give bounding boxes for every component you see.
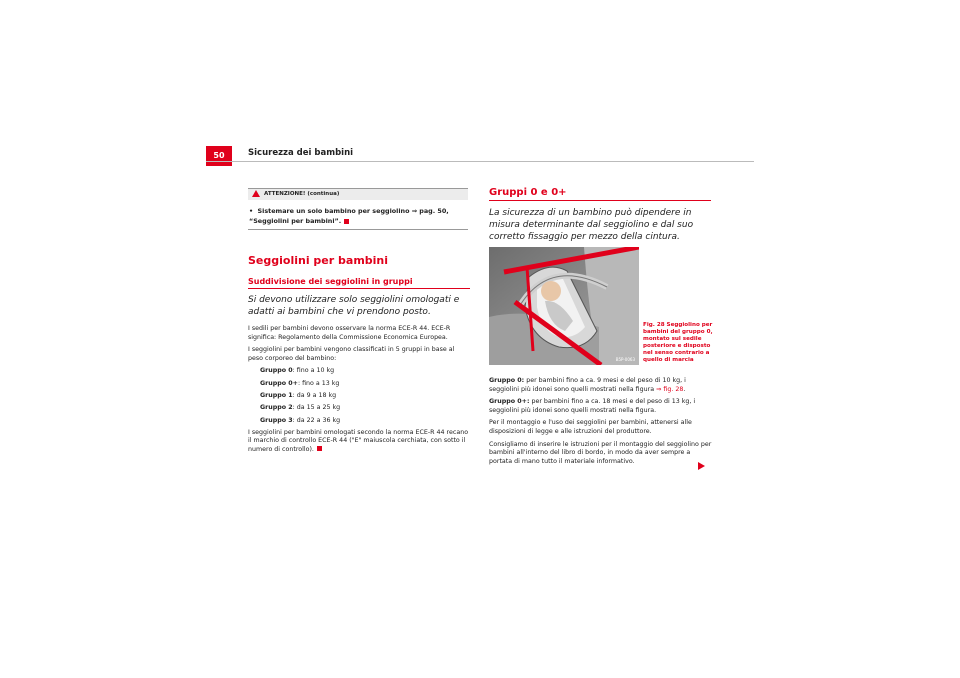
warning-heading-text: ATTENZIONE! (continua) [264,191,340,197]
group-item [260,417,470,426]
group-value: : da 22 a 36 kg [292,416,341,424]
continue-arrow-icon [698,462,705,470]
right-section-header [489,187,711,198]
left-body [248,325,470,459]
group-item [260,380,470,389]
child-seat-illustration [489,247,639,365]
header-rule [206,161,754,162]
subsection-rule [248,288,470,289]
left-lead: Si devono utilizzare solo seggiolini omologati e adatti ai bambini che vi prendono posto. [248,295,460,317]
group-value: : fino a 10 kg [292,367,335,375]
group-name: Gruppo 3 [260,416,293,424]
right-para-3: Per il montaggio e l'uso dei seggiolini per bambini, attenersi alle disposizioni di legge e alle istruzioni del produttore. [489,419,692,435]
right-para-1-end: . [683,385,686,393]
section-title: Seggiolini per bambini [248,254,389,267]
figure-28-photo [489,247,639,365]
warning-triangle-icon [252,190,260,197]
group-value: : da 9 a 18 kg [292,391,337,399]
group-item [260,367,470,376]
left-subsection [248,277,470,286]
left-section-header [248,254,468,267]
running-title: Sicurezza dei bambini [248,148,354,158]
right-para-1-text: per bambini fino a ca. 9 mesi e del peso di 10 kg, i seggiolini più idonei sono quelli mostrati nella figura [489,377,686,393]
group-0-label: Gruppo 0: [489,377,525,384]
left-para-3-text: I seggiolini per bambini omologati secondo la norma ECE-R 44 recano il marchio di controllo ECE-R 44 ("E" maiuscola cerchiata, con sotto il numero di controllo). [248,428,469,453]
warning-heading [248,189,468,200]
end-marker-icon [317,446,322,451]
warning-bullet: • [249,207,254,215]
figure-reference-link[interactable]: ⇒ fig. 28 [656,385,684,393]
right-para-2 [489,398,715,415]
group-name: Gruppo 0+ [260,379,298,387]
figure-caption: Fig. 28 Seggiolino per bambini del gruppo 0, montato sul sedile posteriore e disposto nel senso contrario a quello di marcia [643,322,713,363]
right-title-rule [489,200,711,201]
subsection-title: Suddivisione dei seggiolini in gruppi [248,277,413,286]
warning-body: Sistemare un solo bambino per seggiolino ⇒ pag. 50, “Seggiolini per bambini”. [249,207,449,225]
end-marker-icon [344,219,349,224]
group-item [260,404,470,413]
group-name: Gruppo 2 [260,404,293,412]
right-section-title: Gruppi 0 e 0+ [489,187,567,198]
left-para-2: I seggiolini per bambini vengono classificati in 5 gruppi in base al peso corporeo del bambino: [248,346,455,362]
group-0plus-label: Gruppo 0+: [489,398,530,406]
group-item [260,392,470,401]
group-value: : fino a 13 kg [297,379,340,387]
right-para-1 [489,377,715,394]
right-para-4: Consigliamo di inserire le istruzioni per il montaggio del seggiolino per bambini all'interno del libro di bordo, in modo da aver sempre a portata di mano tutto il materiale informativo. [489,440,712,465]
group-name: Gruppo 0 [260,367,293,375]
right-lead: La sicurezza di un bambino può dipendere in misura determinante dal seggiolino e dal suo corretto fissaggio per mezzo della cintura. [489,208,694,242]
left-para-3 [248,429,470,455]
right-para-2-text: per bambini fino a ca. 18 mesi e del peso di 13 kg, i seggiolini più idonei sono quelli mostrati nella figura. [489,398,696,414]
page-number: 50 [206,146,232,166]
figure-code: B5P-0063 [615,357,635,362]
group-name: Gruppo 1 [260,391,293,399]
right-body [489,377,715,470]
left-para-1: I sedili per bambini devono osservare la norma ECE-R 44. ECE-R significa: Regolamento della Commissione Economica Europea. [248,325,451,341]
warning-text [249,206,469,226]
group-value: : da 15 a 25 kg [292,404,341,412]
